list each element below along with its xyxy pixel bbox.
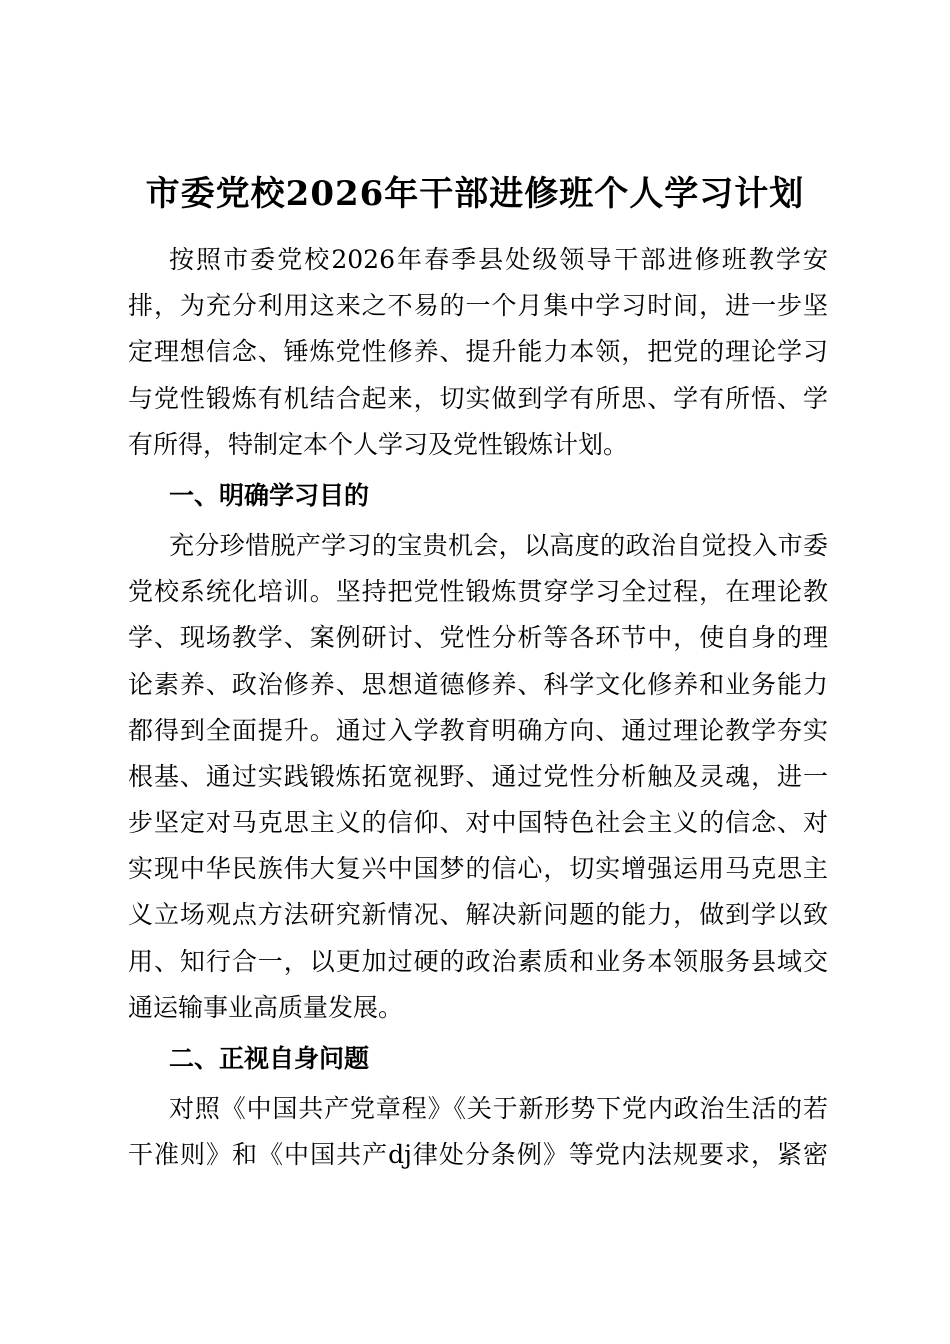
section-heading-1: 一、明确学习目的 <box>169 480 370 510</box>
paragraph-line: 义立场观点方法研究新情况、解决新问题的能力，做到学以致 <box>128 900 828 930</box>
document-body <box>128 237 828 1178</box>
paragraph-line: 与党性锻炼有机结合起来，切实做到学有所思、学有所悟、学 <box>128 383 828 413</box>
paragraph-line: 定理想信念、锤炼党性修养、提升能力本领，把党的理论学习 <box>128 337 828 367</box>
paragraph-line: 对照《中国共产党章程》《关于新形势下党内政治生活的若 <box>169 1094 828 1123</box>
intro-paragraph <box>128 237 828 468</box>
paragraph-line: 有所得，特制定本个人学习及党性锻炼计划。 <box>128 429 629 459</box>
paragraph-line: 充分珍惜脱产学习的宝贵机会，以高度的政治自觉投入市委 <box>169 530 828 560</box>
paragraph-line: 按照市委党校2026年春季县处级领导干部进修班教学安 <box>169 245 828 274</box>
paragraph-line: 步坚定对马克思主义的信仰、对中国特色社会主义的信念、对 <box>128 808 828 838</box>
paragraph-line: 实现中华民族伟大复兴中国梦的信心，切实增强运用马克思主 <box>128 854 828 884</box>
paragraph-line: 通运输事业高质量发展。 <box>128 992 404 1022</box>
paragraph-line: 学、现场教学、案例研讨、党性分析等各环节中，使自身的理 <box>128 623 828 653</box>
paragraph-line: 论素养、政治修养、思想道德修养、科学文化修养和业务能力 <box>128 669 828 699</box>
paragraph-line: 用、知行合一，以更加过硬的政治素质和业务本领服务县域交 <box>128 946 828 976</box>
document-title: 市委党校2026年干部进修班个人学习计划 <box>145 174 805 214</box>
section-1-paragraph <box>128 523 828 1031</box>
paragraph-line: 根基、通过实践锻炼拓宽视野、通过党性分析触及灵魂，进一 <box>128 761 828 791</box>
paragraph-line: 干准则》和《中国共产dj律处分条例》等党内法规要求，紧密 <box>128 1140 828 1170</box>
paragraph-line: 都得到全面提升。通过入学教育明确方向、通过理论教学夯实 <box>128 715 828 745</box>
paragraph-line: 排，为充分利用这来之不易的一个月集中学习时间，进一步坚 <box>128 291 828 321</box>
paragraph-line: 党校系统化培训。坚持把党性锻炼贯穿学习全过程，在理论教 <box>128 577 828 607</box>
section-heading-2: 二、正视自身问题 <box>169 1044 370 1073</box>
section-2-paragraph <box>128 1086 828 1178</box>
